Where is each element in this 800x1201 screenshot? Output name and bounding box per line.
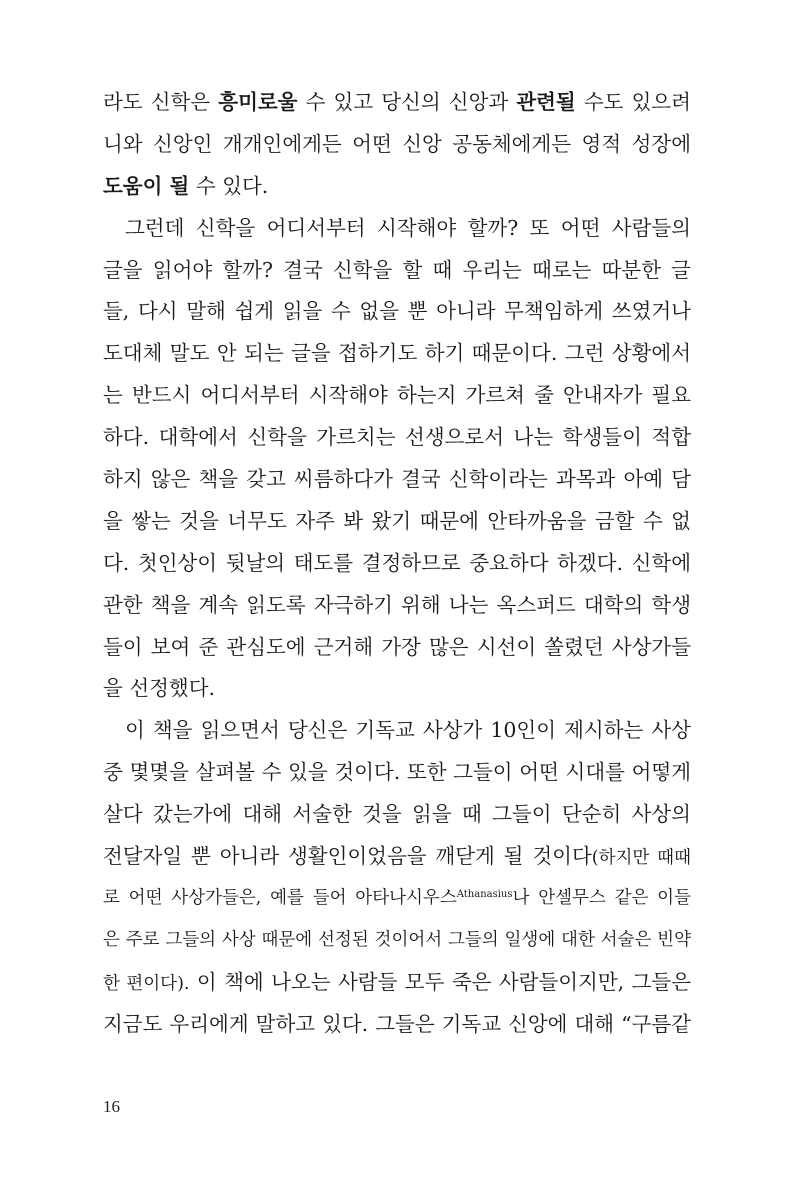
text-line: 관한 책을 계속 읽도록 자극하기 위해 나는 옥스퍼드 대학의 학생 (103, 592, 691, 617)
text-fragment: 로 어떤 사상가들은, 예를 들어 아타나시우스 (103, 887, 457, 908)
page-number: 16 (103, 1097, 120, 1116)
text-line: 들, 다시 말해 쉽게 읽을 수 없을 뿐 아니라 무책임하게 쓰였거나 (103, 299, 691, 324)
text-line (103, 166, 691, 208)
text-line: 하다. 대학에서 신학을 가르치는 선생으로서 나는 학생들이 적합 (103, 425, 691, 450)
latin-gloss: Athanasius (456, 888, 513, 900)
text-line: 다. 첫인상이 뒷날의 태도를 결정하므로 중요하다 하겠다. 신학에 (103, 550, 691, 575)
bold-text: 흥미로울 (218, 90, 298, 114)
text-line: 살다 갔는가에 대해 서술한 것을 읽을 때 그들이 단순히 사상의 (103, 802, 691, 827)
parenthetical-text: 한 편이다). (103, 973, 190, 994)
text-fragment: 라도 신학은 (103, 90, 219, 114)
text-line: 니와 신앙인 개개인에게든 어떤 신앙 공동체에게든 영적 성장에 (103, 131, 691, 156)
text-line: 을 쌓는 것을 너무도 자주 봐 왔기 때문에 안타까움을 금할 수 없 (103, 508, 691, 533)
text-line: 도대체 말도 안 되는 글을 접하기도 하기 때문이다. 그런 상황에서 (103, 341, 691, 366)
text-fragment: 이 책에 나오는 사람들 모두 죽은 사람들이지만, 그들은 (189, 969, 692, 994)
text-fragment: 수 있다. (189, 173, 269, 198)
body-text (103, 82, 691, 1045)
text-fragment: 나 안셀무스 같은 이들 (512, 887, 691, 908)
parenthetical-text: (하지만 때때 (591, 848, 691, 869)
text-line: 글을 읽어야 할까? 결국 신학을 할 때 우리는 때로는 따분한 글 (103, 257, 691, 282)
text-line: 중 몇몇을 살펴볼 수 있을 것이다. 또한 그들이 어떤 시대를 어떻게 (103, 760, 691, 785)
text-line: 을 선정했다. (103, 676, 216, 701)
text-fragment: 수도 있으려 (575, 90, 691, 114)
text-line (103, 962, 691, 1004)
text-line: 이 책을 읽으면서 당신은 기독교 사상가 10인이 제시하는 사상 (125, 718, 691, 743)
text-line (103, 878, 691, 920)
text-fragment: 수 있고 당신의 신앙과 (297, 90, 517, 114)
text-line: 그런데 신학을 어디서부터 시작해야 할까? 또 어떤 사람들의 (125, 215, 691, 240)
text-line: 은 주로 그들의 사상 때문에 선정된 것이어서 그들의 일생에 대한 서술은 빈약 (103, 929, 691, 950)
text-line: 는 반드시 어디서부터 시작해야 하는지 가르쳐 줄 안내자가 필요 (103, 383, 691, 408)
text-line: 하지 않은 책을 갖고 씨름하다가 결국 신학이라는 과목과 아예 담 (103, 467, 691, 492)
text-line (103, 836, 691, 878)
text-line: 지금도 우리에게 말하고 있다. 그들은 기독교 신앙에 대해 “구름같 (103, 1011, 691, 1036)
text-line (103, 82, 691, 124)
bold-text: 관련될 (516, 90, 576, 114)
text-line: 들이 보여 준 관심도에 근거해 가장 많은 시선이 쏠렸던 사상가들 (103, 634, 691, 659)
bold-text: 도움이 될 (103, 173, 190, 198)
text-fragment: 전달자일 뿐 아니라 생활인이었음을 깨닫게 될 것이다 (103, 844, 592, 869)
